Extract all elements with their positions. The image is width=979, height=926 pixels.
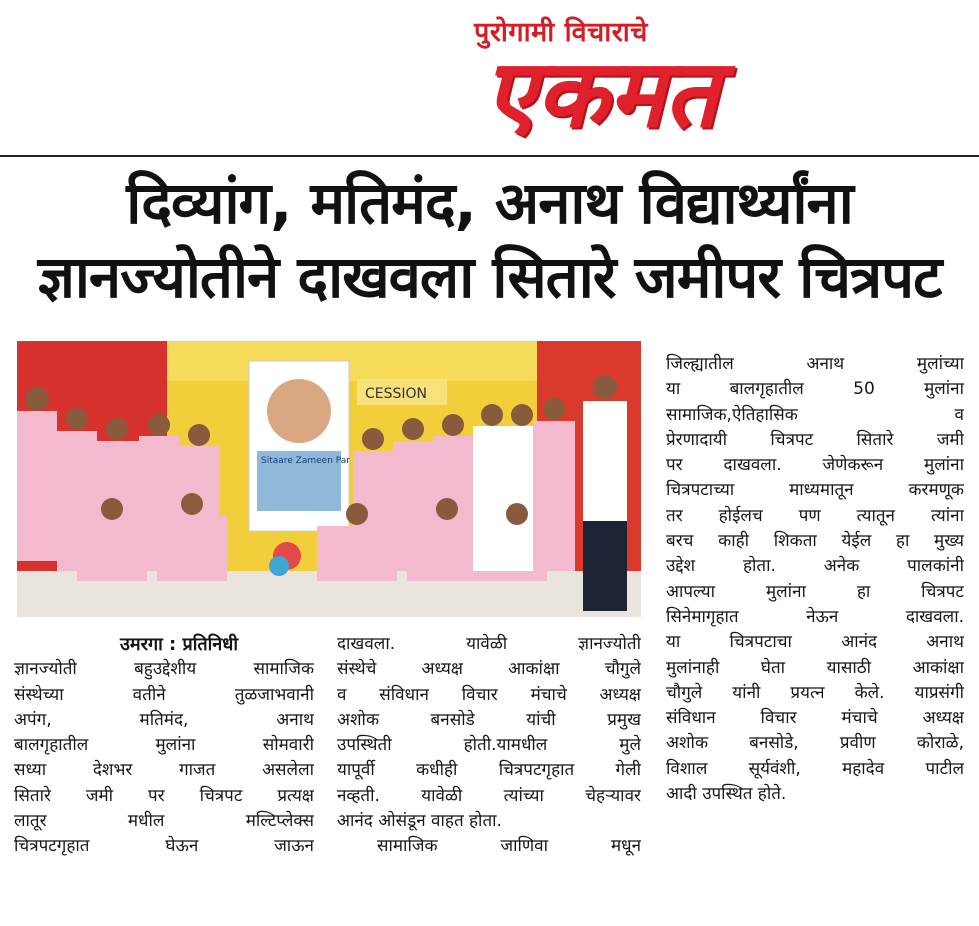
- article-line: अशोक बनसोडे, प्रवीण कोराळे,: [666, 733, 964, 754]
- article-line: सिनेमागृहात नेऊन दाखवला.: [666, 606, 964, 627]
- article-headline: [0, 166, 979, 314]
- article-line: जिल्ह्यातील अनाथ मुलांच्या: [666, 354, 964, 374]
- article-line: चित्रपटाच्या माध्यमातून करमणूक: [666, 480, 964, 501]
- article-line: बालगृहातील मुलांना सोमवारी: [14, 735, 314, 756]
- article-line: आपल्या मुलांना हा चित्रपट: [666, 581, 964, 602]
- article-line: बरच काही शिकता येईल हा मुख्य: [666, 531, 964, 552]
- newspaper-logo[interactable]: एकमत: [484, 40, 718, 149]
- group-photo-illustration: [17, 341, 641, 617]
- article-line: लातूर मधील मल्टिप्लेक्स: [14, 811, 314, 832]
- article-line: नव्हती. यावेळी त्यांच्या चेहऱ्यावर: [337, 785, 641, 806]
- article-line: ज्ञानज्योती बहुउद्देशीय सामाजिक: [14, 659, 314, 680]
- masthead: [0, 0, 979, 156]
- article-line: अपंग, मतिमंद, अनाथ: [14, 709, 314, 730]
- headline-line-2: ज्ञानज्योतीने दाखवला सितारे जमीपर चित्रपट: [37, 243, 942, 311]
- article-line: या बालगृहातील 50 मुलांना: [666, 379, 964, 400]
- headline-line-1: दिव्यांग, मतिमंद, अनाथ विद्यार्थ्यांना: [126, 169, 853, 237]
- article-line: आनंद ओसंडून वाहत होता.: [337, 811, 502, 832]
- article-line: संस्थेच्या वतीने तुळजाभवानी: [14, 684, 314, 705]
- article-line: अशोक बनसोडे यांची प्रमुख: [337, 709, 641, 730]
- article-line: सामाजिक जाणिवा मधून: [377, 836, 641, 857]
- article-line: उपस्थिती होती.यामधील मुले: [337, 735, 641, 756]
- article-line: संस्थेचे अध्यक्ष आकांक्षा चौगुले: [337, 659, 641, 680]
- article-column-3: [666, 352, 964, 807]
- article-column-2: [337, 632, 641, 860]
- article-line: आदी उपस्थित होते.: [666, 784, 787, 805]
- article-line: पर दाखवला. जेणेकरून मुलांना: [666, 455, 964, 476]
- cinema-sign-text: CESSION: [365, 386, 428, 402]
- article-column-1: [14, 632, 314, 860]
- article-line: या चित्रपटाचा आनंद अनाथ: [666, 632, 964, 653]
- article-line: सध्या देशभर गाजत असलेला: [14, 760, 314, 781]
- article-line: सितारे जमी पर चित्रपट प्रत्यक्ष: [14, 785, 314, 806]
- article-line: सामाजिक,ऐतिहासिक व: [666, 404, 964, 425]
- masthead-divider: [0, 155, 979, 157]
- article-line: संविधान विचार मंचाचे अध्यक्ष: [666, 708, 964, 729]
- article-line: विशाल सूर्यवंशी, महादेव पाटील: [666, 758, 964, 779]
- article-line: व संविधान विचार मंचाचे अध्यक्ष: [337, 684, 641, 705]
- article-line: उद्देश होता. अनेक पालकांनी: [666, 556, 964, 577]
- article-line: प्रेरणादायी चित्रपट सितारे जमी: [666, 429, 964, 450]
- masthead-tagline: पुरोगामी विचाराचे: [474, 17, 648, 48]
- article-line: यापूर्वी कधीही चित्रपटगृहात गेली: [337, 760, 641, 781]
- article-line: तर होईलच पण त्यातून त्यांना: [666, 505, 964, 526]
- article-line: दाखवला. यावेळी ज्ञानज्योती: [337, 634, 641, 654]
- article-line: मुलांनाही घेता यासाठी आकांक्षा: [666, 657, 964, 678]
- article-byline: उमरगा : प्रतिनिधी: [119, 634, 239, 655]
- article-line: चित्रपटगृहात घेऊन जाऊन: [14, 836, 314, 857]
- group-photo: [17, 341, 641, 617]
- poster-title: Sitaare Zameen Par: [261, 456, 350, 466]
- article-line: चौगुले यांनी प्रयत्न केले. याप्रसंगी: [666, 682, 964, 703]
